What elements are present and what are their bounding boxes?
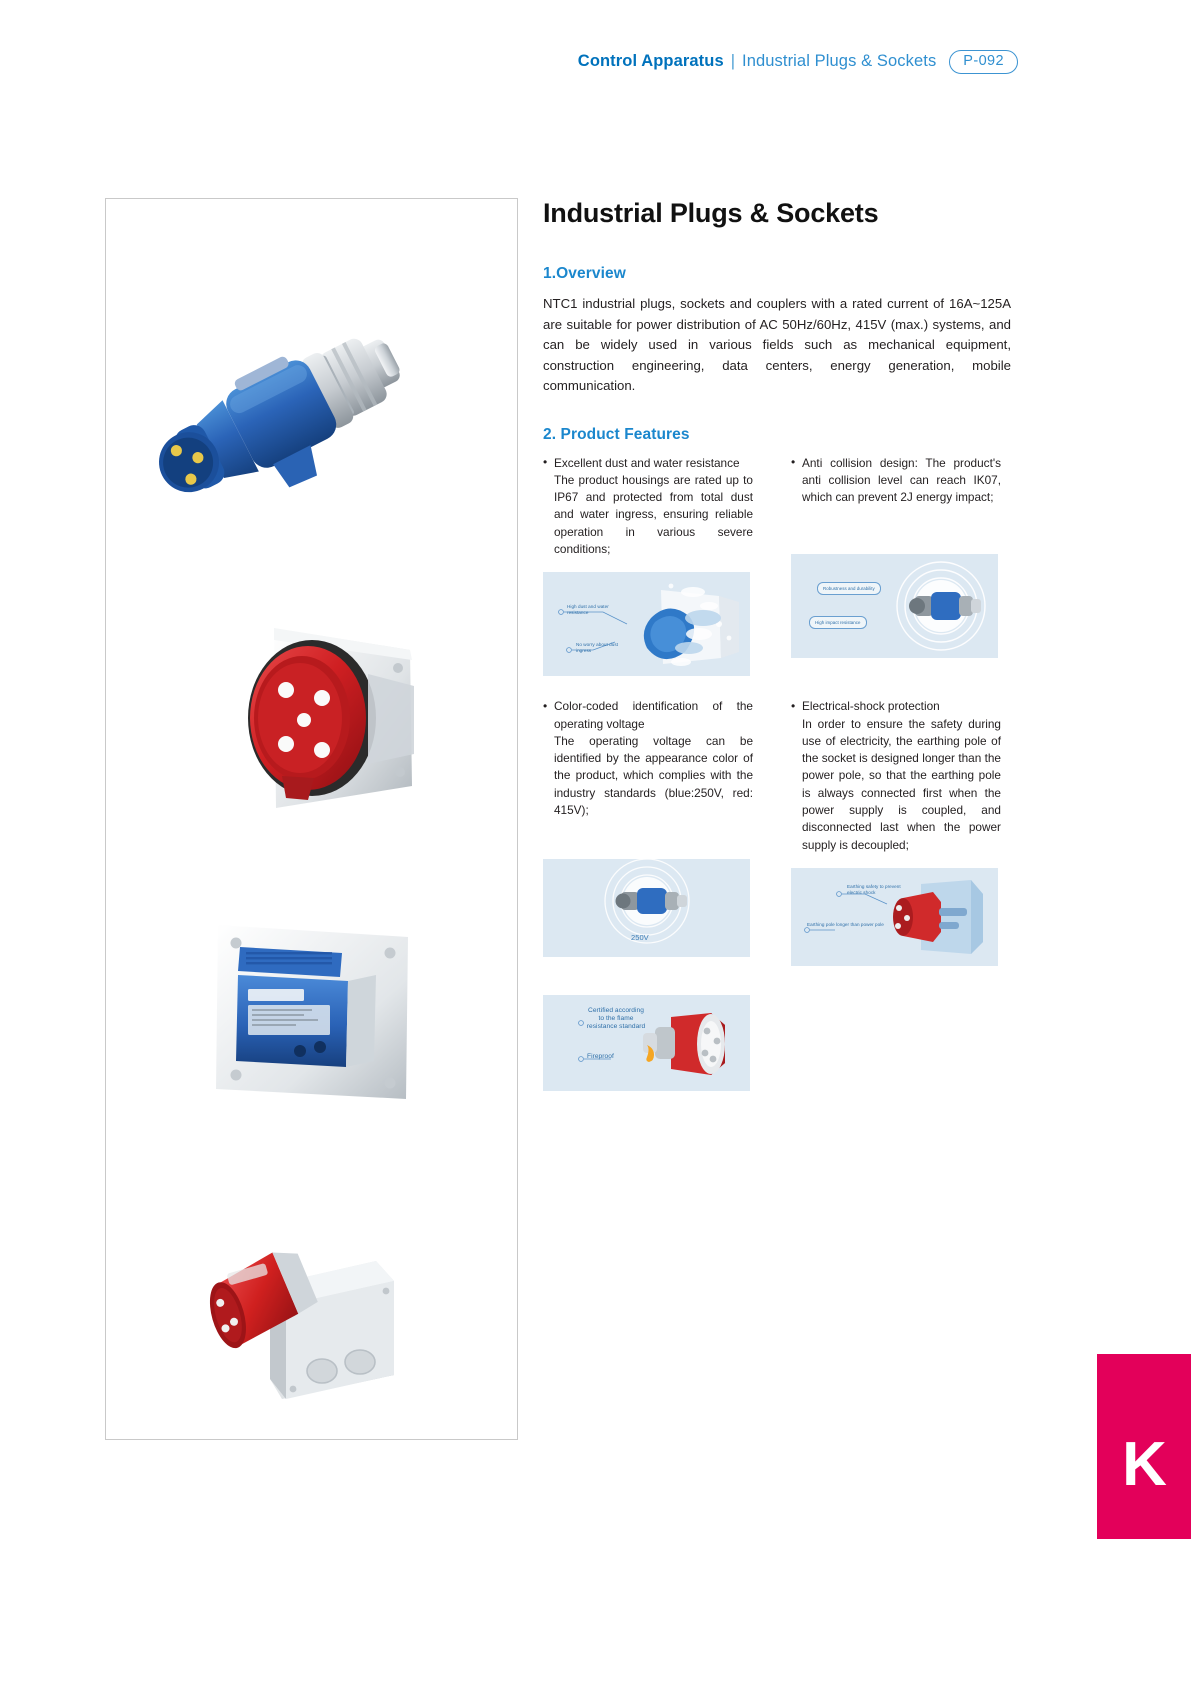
header-brand: Control Apparatus [577,52,724,71]
feature-column-right [791,455,1001,677]
feature-image-anti-collision [791,554,998,658]
section-tab-k [1097,1354,1191,1539]
feature-body: In order to ensure the safety during use of electricity, the earthing pole of the socket is designed longer than the power pole, so that the earthing pole is always connected first when the power supply is coupled, and disconnected last when the power supply is decoupled; [802,716,1001,852]
product-photo-blue-plug [106,259,517,549]
page-title: Industrial Plugs & Sockets [543,198,879,228]
feature-image-color-coded [543,859,750,957]
features-row-2 [543,698,1011,1091]
image-label-flame-certified: Certified according to the flame resistance standard [586,1007,646,1031]
image-label-fireproof: Fireproof [587,1053,614,1061]
product-image-panel [105,198,518,1440]
feature-item-anti-collision [791,455,1001,507]
feature-column-left-2 [543,698,753,1091]
feature-title: • Anti collision design: The product's anti collision level can reach IK07, which can prevent 2J energy impact; [802,455,1001,505]
section-heading-features: 2. Product Features [543,425,690,443]
feature-title: • Electrical-shock protection [802,699,940,714]
image-label-impact-resistance: High impact resistance [809,616,867,629]
features-row-1 [543,455,1011,677]
feature-item-dust-water [543,455,753,559]
image-label-high-dust-water: High dust and water resistance [567,604,609,616]
feature-image-earthing [791,868,998,966]
feature-body: The product housings are rated up to IP67 and protected from total dust and water ingress, ensuring reliable operation in various severe conditions; [554,472,753,556]
product-photo-red-panel-plug [106,589,517,839]
feature-item-shock-protection [791,698,1001,854]
overview-paragraph: NTC1 industrial plugs, sockets and couplers with a rated current of 16A~125A are suitable for power distribution of AC 50Hz/60Hz, 415V (max.) systems, and can be widely used in various fields such as mechanical equipment, construction engineering, data centers, energy generation, mobile communication. [543,296,1011,393]
header-category: Industrial Plugs & Sockets [742,52,937,71]
page-header [0,50,1191,74]
image-label-earthing-pole-longer: Earthing pole longer than power pole [807,921,884,927]
feature-title: • Color-coded identification of the operating voltage [554,699,753,731]
feature-column-right-2 [791,698,1001,1091]
feature-image-flame-resistance [543,995,750,1091]
feature-body: The operating voltage can be identified by the appearance color of the product, which complies with the industry standards (blue:250V, red: 415V); [554,733,753,818]
product-photo-blue-socket [106,889,517,1139]
page-number-badge: P-092 [949,50,1018,74]
image-label-250v: 250V [631,933,649,943]
header-separator: | [730,52,736,71]
section-heading-overview: 1.Overview [543,265,626,282]
feature-title: • Excellent dust and water resistance [554,455,740,470]
section-tab-letter: K [1122,1429,1166,1499]
image-label-no-dust-ingress: No worry about dust ingress [576,642,619,654]
feature-image-dust-water [543,572,750,676]
main-content [543,198,1011,1091]
product-photo-red-wall-box [106,1199,517,1429]
image-label-robustness: Robustness and durability [817,582,881,595]
feature-column-left [543,455,753,677]
image-label-earthing-safety: Earthing safety to prevent electric shock [847,883,901,896]
feature-item-color-coded [543,698,753,819]
